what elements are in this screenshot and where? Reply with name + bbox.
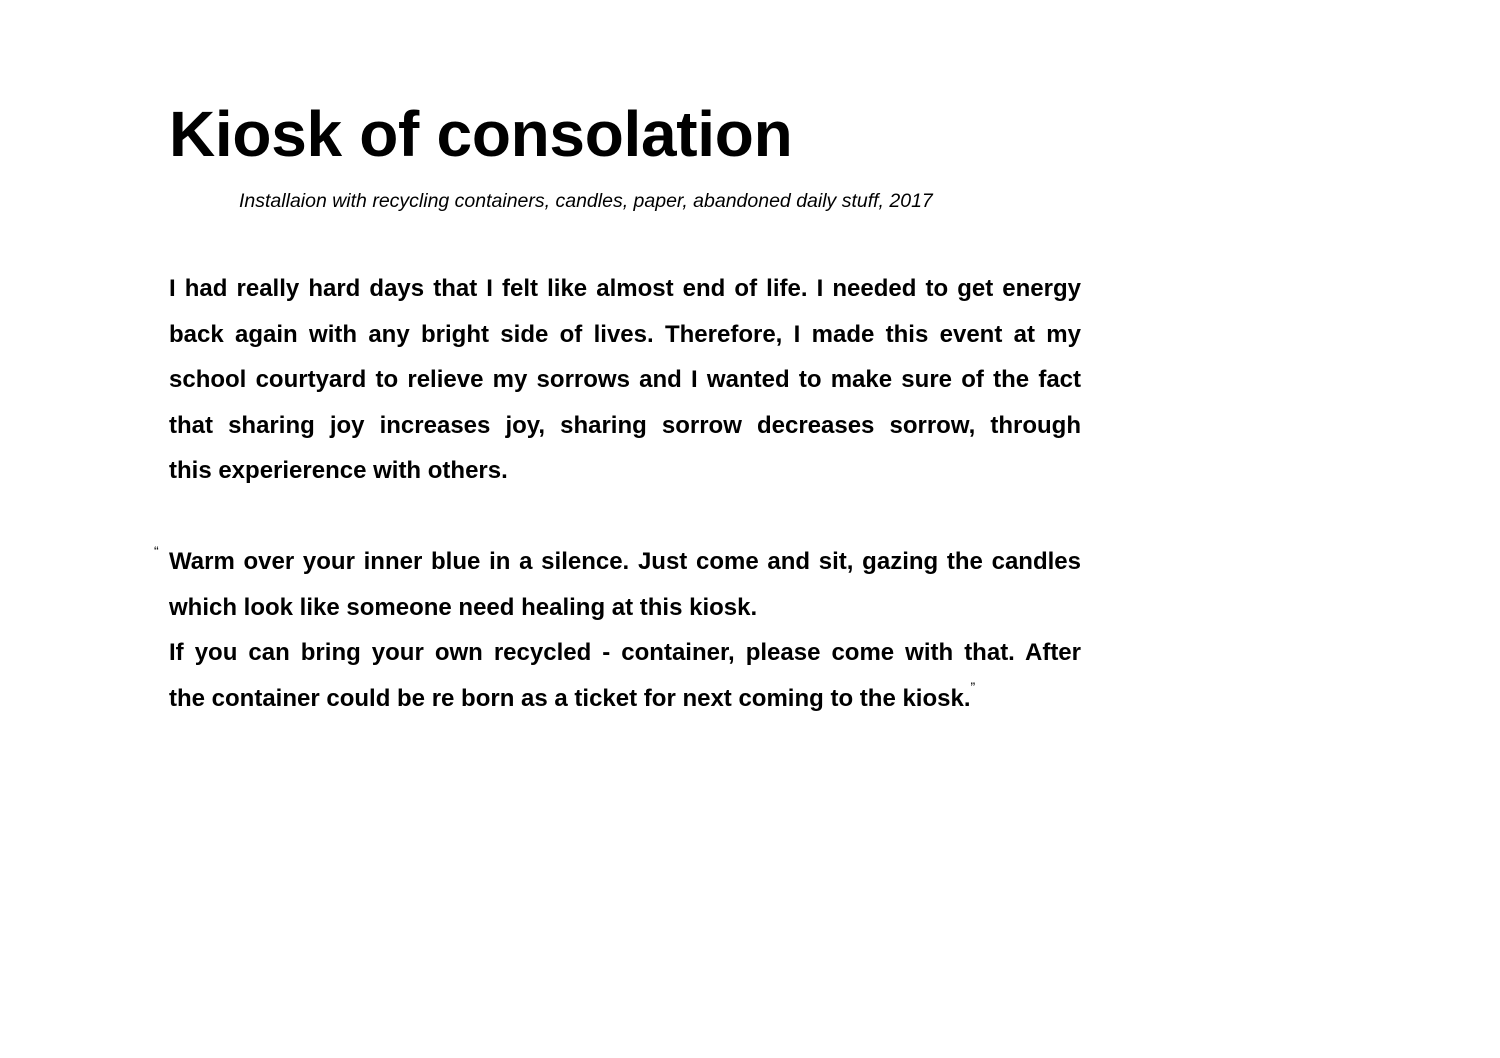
open-quote-mark: “ (154, 543, 159, 559)
paragraph-line: this experierence with others. (169, 457, 508, 484)
quote-line: which look like someone need healing at this kiosk. (169, 593, 758, 621)
quote-block (169, 539, 1081, 721)
artwork-caption: Installaion with recycling containers, candles, paper, abandoned daily stuff, 2017 (239, 190, 933, 212)
paragraph-line: school courtyard to relieve my sorrows and I wanted to make sure of the fact (169, 366, 1081, 393)
quote-line: If you can bring your own recycled - container, please come with that. After (169, 639, 1081, 666)
page-title: Kiosk of consolation (169, 98, 793, 170)
quote-line: the container could be re born as a ticket for next coming to the kiosk. (169, 684, 971, 712)
paragraph-line: that sharing joy increases joy, sharing sorrow decreases sorrow, through (169, 411, 1081, 439)
close-quote-mark: ” (970, 678, 976, 695)
paragraph-line: back again with any bright side of lives. Therefore, I made this event at my (169, 320, 1081, 348)
statement-paragraph (169, 266, 1081, 494)
quote-line: Warm over your inner blue in a silence. Just come and sit, gazing the candles (169, 548, 1081, 575)
quote-last-line (169, 676, 1081, 722)
paragraph-line: I had really hard days that I felt like almost end of life. I needed to get energy (169, 275, 1081, 302)
